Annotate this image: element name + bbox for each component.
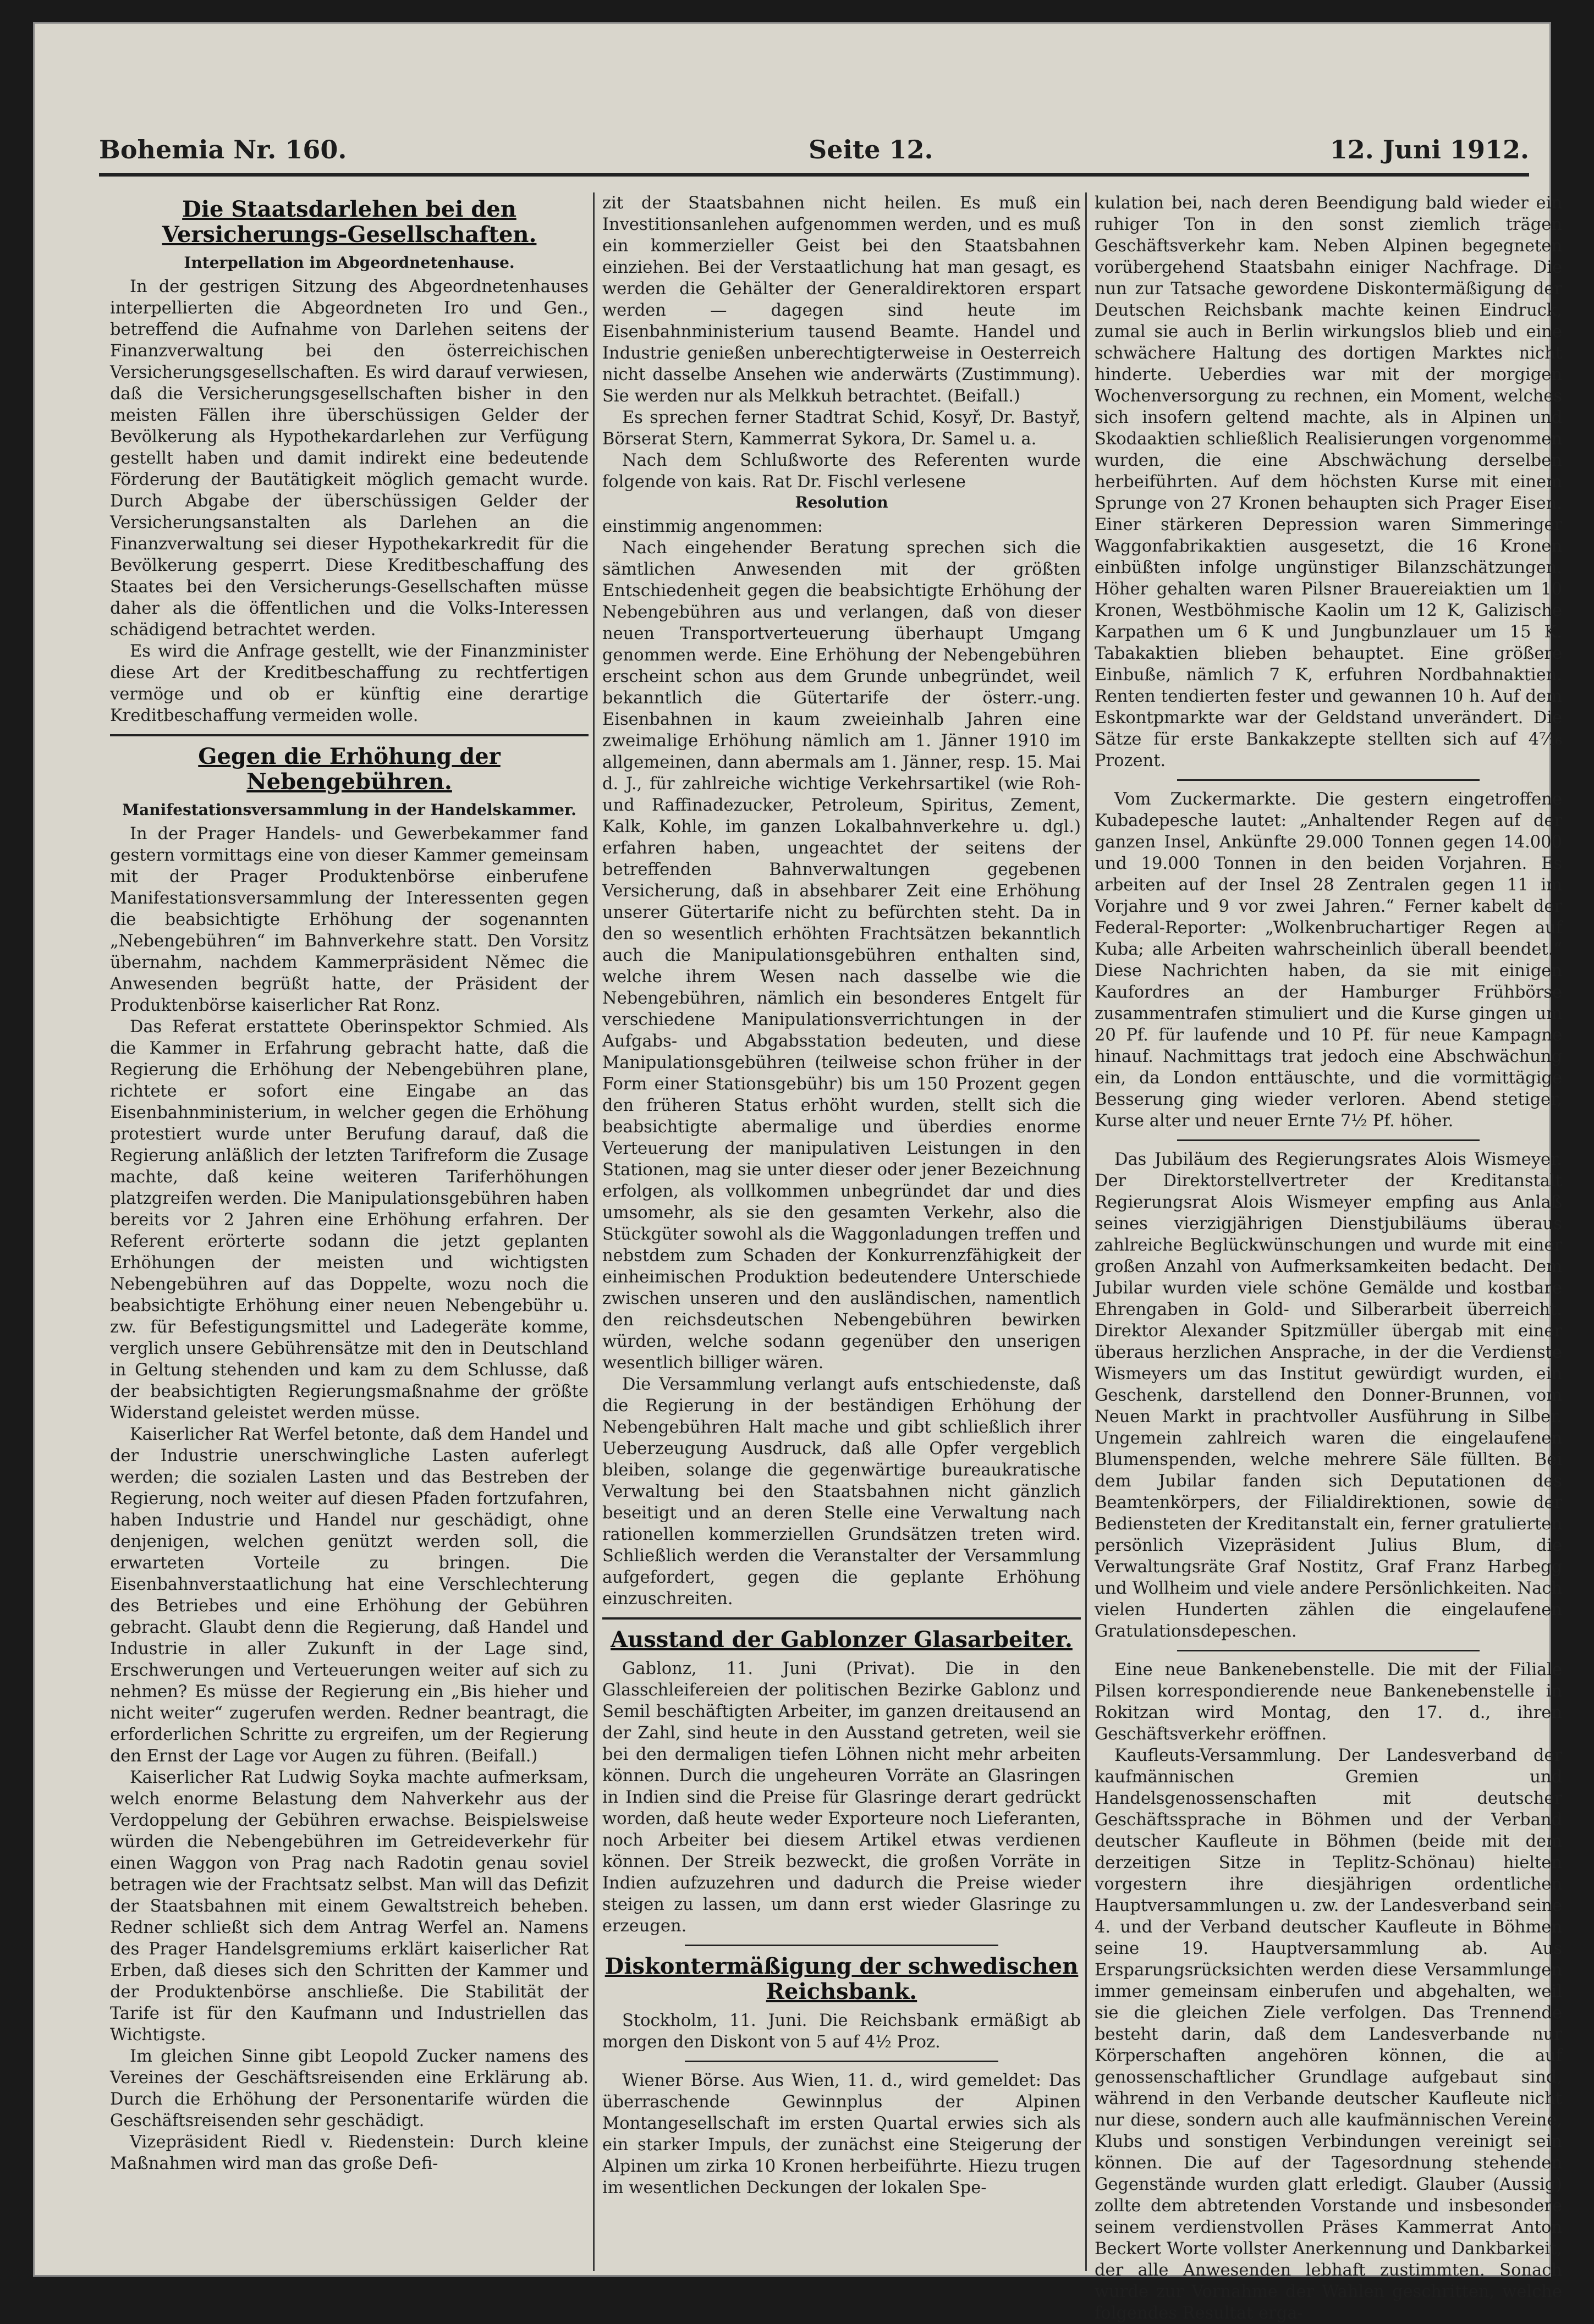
article-title-nebengebuehren: Gegen die Erhöhung der Nebengebühren. xyxy=(198,744,501,795)
article-title-gablonz: Ausstand der Gablonzer Glasarbeiter. xyxy=(611,1627,1073,1653)
paragraph: Das Jubiläum des Regierungsrates Alois Wismeyer. Der Direktorstellvertreter der Kreditanstalt Regierungsrat Alois Wismeyer empfing aus Anlaß seines vierzigjährigen Dienstjubiläums überaus zahlreiche Beglückwünschungen und wurde mit einer großen Anzahl von Aufmerksamkeiten bedacht. Dem Jubilar wurden viele schöne Gemälde und kostbare Ehrengaben in Gold- und Silberarbeit überreicht. Direktor Alexander Spitzmüller übergab mit einer überaus herzlichen Ansprache, in der die Verdienste Wismeyers um das Institut gewürdigt wurden, ein Geschenk, darstellend den Donner-Brunnen, vom Neuen Markt in prachtvoller Ausführung in Silber. Ungemein zahlreich waren die eingelaufenen Blumenspenden, welche mehrere Säle füllten. Bei dem Jubilar fanden sich Deputationen des Beamtenkörpers, der Filialdirektionen, sowie der Bediensteten der Kreditanstalt ein, ferner gratulierten persönlich Vizepräsident Julius Blum, die Verwaltungsräte Graf Nostitz, Graf Franz Harbegg und Wollheim und viele andere Persönlichkeiten. Nach vielen Hunderten zählen die eingelaufenen Gratulationsdepeschen. xyxy=(1095,1150,1562,1641)
column-rule-2 xyxy=(1085,192,1087,2271)
paragraph: kulation bei, nach deren Beendigung bald wieder ein ruhiger Ton in den sonst ziemlich trägen Geschäftsverkehr kam. Neben Alpinen begegneten vorübergehend Staatsbahn einiger Nachfrage. Die nun zur Tatsache gewordene Diskontermäßigung der Deutschen Reichsbank machte keinen Eindruck, zumal sie auch in Berlin wirkungslos blieb und eine schwächere Haltung des dortigen Marktes nicht hinderte. Ueberdies war mit der morgigen Wochenversorgung zu rechnen, ein Moment, welches sich insofern geltend machte, als in Alpinen und Skodaaktien schließlich Realisierungen vorgenommen wurden, die eine Abschwächung derselben herbeiführten. Auf dem höchsten Kurse mit einem Sprunge von 27 Kronen behaupten sich Prager Eisen. Einer stärkeren Depression waren Simmeringer Waggonfabrikaktien ausgesetzt, die 16 Kronen einbüßten infolge ungünstiger Bilanzschätzungen. Höher gehalten waren Pilsner Brauereiaktien um 10 Kronen, Westböhmische Kaolin um 12 K, Galizische Karpathen um 6 K und Jungbunzlauer um 15 K. Tabakaktien blieben behauptet. Eine größere Einbuße, nämlich 7 K, erfuhren Nordbahnaktien. Renten tendierten fester und gewannen 10 h. Auf dem Eskontpmarkte war der Geldstand unverändert. Die Sätze für erste Bankakzepte stellten sich auf 4⁷⁄₁₆ Prozent. xyxy=(1095,194,1562,770)
newspaper-page xyxy=(33,22,1562,2323)
header-masthead: Bohemia Nr. 160. xyxy=(99,135,347,164)
paragraph: zit der Staatsbahnen nicht heilen. Es muß ein Investitionsanlehen aufgenommen werden, und es muß ein kommerzieller Geist bei den Staatsbahnen einziehen. Bei der Verstaatlichung hat man gesagt, es werden die Gehälter der Generaldirektoren erspart werden — dagegen sind heute im Eisenbahnministerium tausend Beamte. Handel und Industrie genießen unberechtigterweise in Oesterreich nicht dasselbe Ansehen wie anderwärts (Zustimmung). Sie werden nur als Melkkuh betrachtet. (Beifall.) xyxy=(602,194,1081,406)
article-separator xyxy=(1177,1650,1480,1651)
article-separator xyxy=(685,1945,998,1946)
header-date: 12. Juni 1912. xyxy=(1329,135,1529,164)
paragraph: In der gestrigen Sitzung des Abgeordnetenhauses interpellierten die Abgeordneten Iro und Gen., betreffend die Aufnahme von Darlehen seitens der Finanzverwaltung bei den österreichischen Versicherungsgesellschaften. Es wird darauf verwiesen, daß die Versicherungsgesellschaften bisher in den meisten Fällen ihre überschüssigen Gelder der Bevölkerung als Hypothekardarlehen zur Verfügung gestellt haben und damit indirekt eine bedeutende Förderung der Bautätigkeit möglich gemacht wurde. Durch Abgabe der überschüssigen Gelder der Versicherungsanstalten als Darlehen an die Finanzverwaltung sei dieser Hypothekarkredit für die Bevölkerung gesperrt. Diese Kreditbeschaffung des Staates bei den Versicherungs-Gesellschaften müsse daher als die öffentlichen und die Volks-Interessen schädigend betrachtet werden. xyxy=(110,277,589,640)
column-3 xyxy=(1095,192,1562,2323)
paragraph: Nach dem Schlußworte des Referenten wurde folgende von kais. Rat Dr. Fischl verlesene xyxy=(602,451,1081,492)
column-1 xyxy=(110,192,589,2277)
page-header xyxy=(99,124,1529,177)
column-2 xyxy=(602,192,1081,2277)
paragraph: Das Referat erstattete Oberinspektor Schmied. Als die Kammer in Erfahrung gebracht hatte, daß die Regierung die Erhöhung der Nebengebühren plane, richtete er sofort eine Eingabe an das Eisenbahnministerium, in welcher gegen die Erhöhung protestiert wurde unter Berufung darauf, daß die Regierung anläßlich der letzten Tarifreform die Zusage machte, daß keine weiteren Tariferhöhungen platzgreifen werden. Die Manipulationsgebühren haben bereits vor 2 Jahren eine Erhöhung erfahren. Der Referent erörterte sodann die jetzt geplanten Erhöhungen der meisten und wichtigsten Nebengebühren auf das Doppelte, wozu noch die beabsichtigte Erhöhung einer neuen Nebengebühr u. zw. für Befestigungsmittel und Ladegeräte komme, verglich unsere Gebührensätze mit den in Deutschland in Geltung stehenden und kam zu dem Schlusse, daß der beabsichtigten Regierungsmaßnahme der größte Widerstand geleistet werden müsse. xyxy=(110,1017,589,1423)
paragraph: Kaufleuts-Versammlung. Der Landesverband der kaufmännischen Gremien und Handelsgenossenschaften mit deutscher Geschäftssprache in Böhmen und der Verband deutscher Kaufleute in Böhmen (beide mit dem derzeitigen Sitze in Teplitz-Schönau) hielten vorgestern ihre diesjährigen ordentlichen Hauptversammlungen u. zw. der Landesverband seine 4. und der Verband deutscher Kaufleute in Böhmen seine 19. Hauptversammlung ab. Aus Ersparungsrücksichten werden diese Versammlungen immer gemeinsam einberufen und abgehalten, weil sie die gleichen Ziele verfolgen. Das Trennende besteht darin, daß dem Landesverbande nur Körperschaften angehören können, die auf genossenschaftlicher Grundlage aufgebaut sind, während in den Verbande deutscher Kaufleute nicht nur diese, sondern auch alle kaufmännischen Vereine, Klubs und sonstigen Verbindungen vereinigt sein können. Die auf der Tagesordnung stehenden Gegenstände wurden glatt erledigt. Glauber (Aussig) zollte dem abtretenden Vorstande und insbesondere seinem verdienstvollen Präses Kammerrat Anton Beckert Worte vollster Anerkennung und Dankbarkeit, der alle Anwesenden lebhaft zustimmten. Sonach wurde zur Vornahme der Wahlen geschritten, welche folgendes Resultat erga- xyxy=(1095,1746,1562,2323)
paragraph: Eine neue Bankenebenstelle. Die mit der Filiale Pilsen korrespondierende neue Bankenebenstelle in Rokitzan wird Montag, den 17. d., ihren Geschäftsverkehr eröffnen. xyxy=(1095,1660,1562,1744)
article-separator xyxy=(1177,1139,1480,1141)
header-page-number: Seite 12. xyxy=(809,135,933,164)
article-separator xyxy=(1177,779,1480,781)
paragraph: Stockholm, 11. Juni. Die Reichsbank ermäßigt ab morgen den Diskont von 5 auf 4½ Proz. xyxy=(602,2011,1081,2052)
paragraph: Vom Zuckermarkte. Die gestern eingetroffene Kubadepesche lautet: „Anhaltender Regen auf der ganzen Insel, Ankünfte 29.000 Tonnen gegen 14.000 und 19.000 Tonnen in den beiden Vorjahren. Es arbeiten auf der Insel 28 Zentralen gegen 11 im Vorjahre und 9 vor zwei Jahren.“ Ferner kabelt der Federal-Reporter: „Wolkenbruchartiger Regen auf Kuba; alle Arbeiten wahrscheinlich überall beendet.“ Diese Nachrichten haben, da sie mit einigen Kaufordres an der Hamburger Frühbörse zusammentrafen stimuliert und die Kurse gingen um 20 Pf. für laufende und 10 Pf. für neue Kampagne hinauf. Nachmittags trat jedoch eine Abschwächung ein, da London enttäuschte, und die vormittägige Besserung ging wieder verloren. Abend stetiger, Kurse alter und neuer Ernte 7½ Pf. höher. xyxy=(1095,790,1562,1131)
paragraph: Die Versammlung verlangt aufs entschiedenste, daß die Regierung in der beständigen Erhöhung der Nebengebühren Halt mache und gibt schließlich ihrer Ueberzeugung Ausdruck, daß alle Opfer vergeblich bleiben, solange die gegenwärtige bureaukratische Verwaltung bei den Staatsbahnen nicht gänzlich beseitigt und an deren Stelle eine Verwaltung nach rationellen kommerziellen Grundsätzen treten wird. Schließlich werden die Veranstalter der Versammlung aufgefordert, gegen die geplante Erhöhung einzuschreiten. xyxy=(602,1375,1081,1609)
paragraph: Es sprechen ferner Stadtrat Schid, Kosyř, Dr. Bastyř, Börserat Stern, Kammerrat Sykora, Dr. Samel u. a. xyxy=(602,408,1081,449)
column-rule-1 xyxy=(593,192,595,2271)
article-subtitle-interpellation: Interpellation im Abgeordnetenhause. xyxy=(184,254,515,272)
article-separator xyxy=(602,1617,1081,1620)
article-title-reichsbank: Diskontermäßigung der schwedischen Reichsbank. xyxy=(604,1953,1079,2004)
article-separator xyxy=(685,2061,998,2062)
paragraph: Wiener Börse. Aus Wien, 11. d., wird gemeldet: Das überraschende Gewinnplus der Alpinen Montangesellschaft im ersten Quartal erwies sich als ein starker Impuls, der zunächst eine Steigerung der Alpinen um zirka 10 Kronen herbeiführte. Hiezu trugen im wesentlichen Deckungen der lokalen Spe- xyxy=(602,2071,1081,2198)
resolution-heading: Resolution xyxy=(795,493,888,511)
paragraph: Im gleichen Sinne gibt Leopold Zucker namens des Vereines der Geschäftsreisenden eine Erklärung ab. Durch die Erhöhung der Personentarife würden die Geschäftsreisenden sehr geschädigt. xyxy=(110,2047,589,2130)
paragraph: Vizepräsident Riedl v. Riedenstein: Durch kleine Maßnahmen wird man das große Defi- xyxy=(110,2133,589,2173)
paragraph: Es wird die Anfrage gestellt, wie der Finanzminister diese Art der Kreditbeschaffung zu rechtfertigen vermöge und ob er künftig eine derartige Kreditbeschaffung vermeiden wolle. xyxy=(110,642,589,725)
article-title-staatsdarlehen: Die Staatsdarlehen bei den Versicherungs-Gesellschaften. xyxy=(162,196,537,247)
paragraph: Kaiserlicher Rat Ludwig Soyka machte aufmerksam, welch enorme Belastung dem Nahverkehr aus der Verdoppelung der Gebühren erwachse. Beispielsweise würden die Nebengebühren im Getreideverkehr für einen Waggon von Prag nach Radotin genau soviel betragen wie der Frachtsatz selbst. Man will das Defizit der Staatsbahnen mit einem Gewaltstreich beheben. Redner schließt sich dem Antrag Werfel an. Namens des Prager Handelsgremiums erklärt kaiserlicher Rat Erben, daß dieses sich den Schritten der Kammer und der Produktenbörse anschließe. Die Stabilität der Tarife ist für den Kaufmann und Industriellen das Wichtigste. xyxy=(110,1768,589,2045)
paragraph: Gablonz, 11. Juni (Privat). Die in den Glasschleifereien der politischen Bezirke Gablonz und Semil beschäftigten Arbeiter, im ganzen dreitausend an der Zahl, sind heute in den Ausstand getreten, weil sie bei den dermaligen tiefen Löhnen nicht mehr arbeiten können. Durch die ungeheuren Vorräte an Glasringen in Indien sind die Preise für Glasringe derart gedrückt worden, daß heute weder Exporteure noch Lieferanten, noch Arbeiter bei diesem Artikel etwas verdienen können. Der Streik bezweckt, die großen Vorräte in Indien aufzuzehren und dadurch die Preise wieder steigen zu lassen, um dann erst wieder Glasringe zu erzeugen. xyxy=(602,1659,1081,1936)
article-subtitle-manifestation: Manifestationsversammlung in der Handelskammer. xyxy=(122,801,576,819)
paragraph: Nach eingehender Beratung sprechen sich die sämtlichen Anwesenden mit der größten Entschiedenheit gegen die beabsichtigte Erhöhung der Nebengebühren aus und verlangen, daß von dieser neuen Transportverteuerung überhaupt Umgang genommen werde. Eine Erhöhung der Nebengebühren erscheint schon aus dem Grunde unbegründet, weil bekanntlich die Gütertarife der österr.-ung. Eisenbahnen in kaum zweieinhalb Jahren eine zweimalige Erhöhung nämlich am 1. Jänner 1910 im allgemeinen, dann abermals am 1. Jänner, resp. 15. Mai d. J., für zahlreiche wichtige Verkehrsartikel (wie Roh- und Raffinadezucker, Petroleum, Spiritus, Zement, Kalk, Kohle, im ganzen Lokalbahnverkehre u. dgl.) erfahren haben, ungeachtet der seitens der betreffenden Bahnverwaltungen gegebenen Versicherung, daß in absehbarer Zeit eine Erhöhung unserer Gütertarife nicht zu befürchten steht. Da in den so wesentlich erhöhten Frachtsätzen bekanntlich auch die Manipulationsgebühren enthalten sind, welche ihrem Wesen nach dasselbe wie die Nebengebühren, nämlich ein besonderes Entgelt für verschiedene Manipulationsverrichtungen in der Aufgabs- und Abgabsstation bedeuten, und diese Manipulationsgebühren (teilweise schon früher in der Form einer Stationsgebühr) bis um 150 Prozent gegen den früheren Status erhöht wurden, stellt sich die beabsichtigte abermalige und überdies enorme Verteuerung der manipulativen Leistungen in den Stationen, mag sie unter dieser oder jener Bezeichnung erfolgen, als vollkommen unbegründet dar und dies umsomehr, als sie den gesamten Verkehr, also die Stückgüter sowohl als die Waggonladungen treffen und nebstdem zum Schaden der Konkurrenzfähigkeit der einheimischen Produktion bedeutendere Unterschiede zwischen unseren und den ausländischen, namentlich den reichsdeutschen Nebengebühren bewirken würden, welche sodann gegenüber den unserigen wesentlich billiger wären. xyxy=(602,538,1081,1373)
article-separator xyxy=(110,734,589,736)
paragraph: einstimmig angenommen: xyxy=(602,517,823,536)
paragraph: Kaiserlicher Rat Werfel betonte, daß dem Handel und der Industrie unerschwingliche Lasten auferlegt werden; die sozialen Lasten und das Bestreben der Regierung, noch weiter auf diesen Pfaden fortzufahren, haben Industrie und Handel nur geschädigt, ohne denjenigen, welchen genützt werden soll, die erwarteten Vorteile zu bringen. Die Eisenbahnverstaatlichung hat eine Verschlechterung des Betriebes und eine Erhöhung der Gebühren gebracht. Glaubt denn die Regierung, daß Handel und Industrie in aller Zukunft in der Lage sind, Erschwerungen und Verteuerungen weiter auf sich zu nehmen? Es müsse der Regierung ein „Bis hieher und nicht weiter“ zugerufen werden. Redner beantragt, die erforderlichen Schritte zu ergreifen, um der Regierung den Ernst der Lage vor Augen zu führen. (Beifall.) xyxy=(110,1425,589,1766)
paragraph: In der Prager Handels- und Gewerbekammer fand gestern vormittags eine von dieser Kammer gemeinsam mit der Prager Produktenbörse einberufene Manifestationsversammlung der Interessenten gegen die beabsichtigte Erhöhung der sogenannten „Nebengebühren“ im Bahnverkehre statt. Den Vorsitz übernahm, nachdem Kammerpräsident Němec die Anwesenden begrüßt hatte, der Präsident der Produktenbörse kaiserlicher Rat Ronz. xyxy=(110,824,589,1015)
